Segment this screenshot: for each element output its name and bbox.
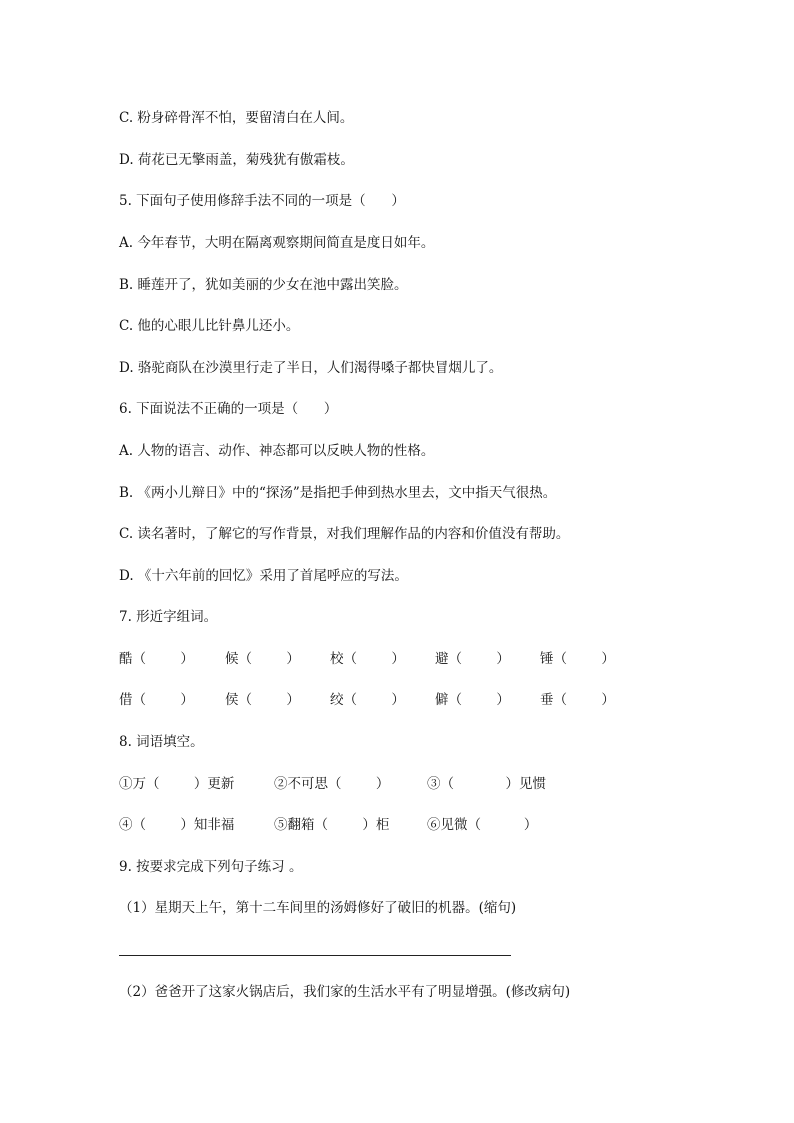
char-item: 避（ ）	[435, 651, 510, 667]
option-a-q6: A. 人物的语言、动作、神态都可以反映人物的性格。	[119, 443, 435, 459]
option-d-q6: D. 《十六年前的回忆》采用了首尾呼应的写法。	[119, 568, 408, 584]
idiom-item: ⑥见微（ ）	[427, 817, 538, 833]
option-a-q5: A. 今年春节，大明在隔离观察期间简直是度日如年。	[119, 235, 435, 251]
char-item: 僻（ ）	[435, 692, 510, 708]
char-item: 侯（ ）	[225, 692, 300, 708]
idiom-item: ①万（ ）更新	[119, 776, 235, 792]
option-c-q4: C. 粉身碎骨浑不怕，要留清白在人间。	[119, 110, 354, 126]
question-9: 9. 按要求完成下列句子练习 。	[119, 859, 303, 875]
idiom-item: ④（ ）知非福	[119, 817, 235, 833]
char-item: 校（ ）	[330, 651, 405, 667]
answer-line[interactable]	[119, 955, 511, 956]
char-item: 垂（ ）	[540, 692, 615, 708]
char-item: 锤（ ）	[540, 651, 615, 667]
char-item: 候（ ）	[225, 651, 300, 667]
question-6: 6. 下面说法不正确的一项是（ ）	[119, 401, 338, 417]
option-d-q5: D. 骆驼商队在沙漠里行走了半日，人们渴得嗓子都快冒烟儿了。	[119, 360, 503, 376]
question-9-2: （2）爸爸开了这家火锅店后，我们家的生活水平有了明显增强。(修改病句)	[119, 984, 571, 1000]
char-row-2	[119, 690, 639, 710]
option-b-q6: B. 《两小儿辩日》中的“探汤”是指把手伸到热水里去，文中指天气很热。	[119, 485, 557, 501]
option-d-q4: D. 荷花已无擎雨盖，菊残犹有傲霜枝。	[119, 152, 354, 168]
fill-row-2	[119, 815, 639, 835]
char-item: 绞（ ）	[330, 692, 405, 708]
option-c-q6: C. 读名著时，了解它的写作背景，对我们理解作品的内容和价值没有帮助。	[119, 526, 570, 542]
question-9-1: （1）星期天上午，第十二车间里的汤姆修好了破旧的机器。(缩句)	[119, 900, 517, 916]
question-5: 5. 下面句子使用修辞手法不同的一项是（ ）	[119, 193, 405, 209]
char-item: 借（ ）	[119, 692, 194, 708]
idiom-item: ②不可思（ ）	[274, 776, 390, 792]
question-7: 7. 形近字组词。	[119, 609, 218, 625]
fill-row-1	[119, 774, 639, 794]
char-item: 酷（ ）	[119, 651, 194, 667]
char-row-1	[119, 649, 639, 669]
question-8: 8. 词语填空。	[119, 734, 204, 750]
option-b-q5: B. 睡莲开了，犹如美丽的少女在池中露出笑脸。	[119, 277, 408, 293]
idiom-item: ⑤翻箱（ ）柜	[274, 817, 390, 833]
option-c-q5: C. 他的心眼儿比针鼻儿还小。	[119, 318, 300, 334]
idiom-item: ③（ ）见惯	[427, 776, 546, 792]
